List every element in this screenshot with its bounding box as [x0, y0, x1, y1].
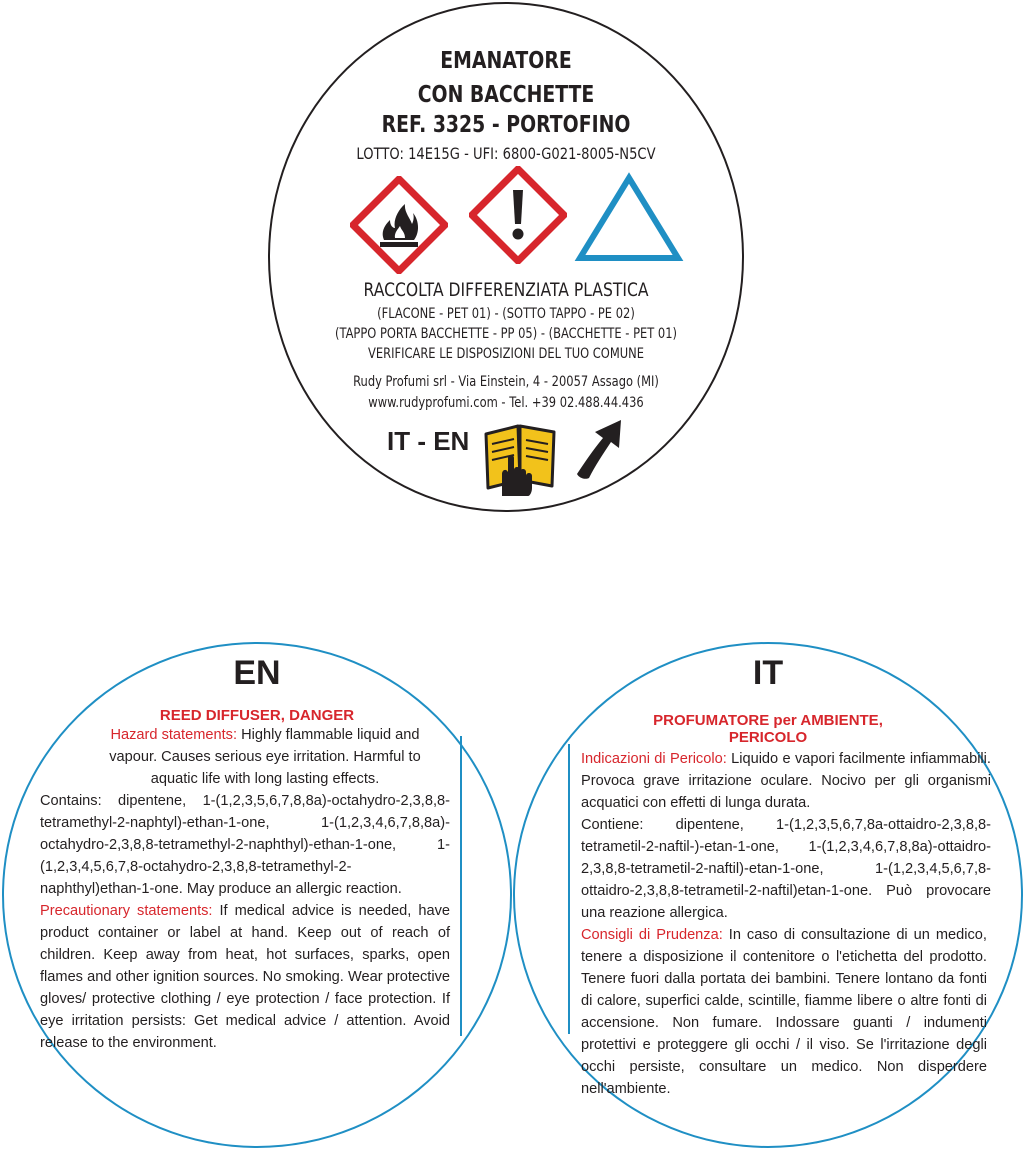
en-heading: EN — [233, 654, 281, 692]
it-label — [513, 642, 1023, 1148]
it-hazard-paragraph — [581, 748, 991, 814]
recycling-title: RACCOLTA DIFFERENZIATA PLASTICA — [363, 279, 649, 301]
product-reference: REF. 3325 - PORTOFINO — [381, 112, 631, 138]
en-product-title: REED DIFFUSER, DANGER — [159, 707, 355, 724]
en-precaution-paragraph — [40, 900, 450, 1054]
it-hazard-label: Indicazioni di Pericolo: — [581, 751, 727, 767]
recycling-line-2: (TAPPO PORTA BACCHETTE - PP 05) - (BACCHETTE - PET 01) — [334, 326, 678, 342]
top-label — [268, 2, 744, 512]
it-precaution-paragraph — [581, 924, 991, 1100]
it-heading: IT — [752, 654, 784, 692]
it-margin-rule — [568, 744, 570, 1034]
read-booklet-icon — [480, 418, 562, 498]
languages-indicator: IT - EN — [387, 426, 470, 456]
en-hazard-label: Hazard statements: — [110, 727, 238, 743]
en-precaution-text: If medical advice is needed, have product container or label at hand. Keep out of reach of children. Keep away from heat, hot surfaces, sparks, open flames and other ignition sources. No smoking. Wear protective gloves/ protective clothing / eye protection / face protection. If eye irritation persists: Get medical advice / attention. Avoid release to the environment. — [40, 903, 450, 1051]
recycling-line-3: VERIFICARE LE DISPOSIZIONI DEL TUO COMUNE — [367, 346, 645, 362]
it-contains-paragraph: Contiene: dipentene, 1-(1,2,3,5,6,7,8a-ottaidro-2,3,8,8-tetrametil-2-naftil-)-etan-1-one, 1-(1,2,3,4,6,7,8,8a)-ottaidro-2,3,8,8-tetrametil-2-naftil)-etan-1-one, 1-(1,2,3,4,5,6,7,8-ottaidro-2,3,8,8-tetrametil-2-naftil)etan-1-one. Può provocare una reazione allergica. — [581, 817, 991, 921]
it-precaution-text: In caso di consultazione di un medico, tenere a disposizione il contenitore o l'etichetta del prodotto. Tenere fuori dalla portata dei bambini. Tenere lontano da fonti di calore, superfici calde, scintille, fiamme libere o altre fonti di accensione. Non fumare. Indossare guanti / indumenti protettivi e proteggere gli occhi / il viso. Se l'irritazione degli occhi persiste, consultare un medico. Non disperdere nell'ambiente. — [581, 927, 987, 1097]
en-precaution-label: Precautionary statements: — [40, 903, 213, 919]
en-hazard-text: Highly flammable liquid and vapour. Causes serious eye irritation. Harmful to aquatic life with long lasting effects. — [109, 727, 421, 787]
recycling-line-1: (FLACONE - PET 01) - (SOTTO TAPPO - PE 02) — [377, 306, 635, 322]
it-hazard-text: Liquido e vapori facilmente infiammabili. Provoca grave irritazione oculare. Nocivo per gli organismi acquatici con effetti di lunga durata. — [581, 751, 991, 811]
curved-arrow-icon — [573, 414, 625, 480]
lot-ufi-line: LOTTO: 14E15G - UFI: 6800-G021-8005-N5CV — [356, 144, 656, 163]
en-body — [40, 724, 450, 1054]
company-address: Rudy Profumi srl - Via Einstein, 4 - 20057 Assago (MI) — [353, 374, 659, 390]
en-label — [2, 642, 512, 1148]
en-contains-paragraph: Contains: dipentene, 1-(1,2,3,5,6,7,8,8a)-octahydro-2,3,8,8-tetramethyl-2-naphtyl)-ethan-1-one, 1-(1,2,3,4,6,7,8,8a)-octahydro-2,3,8,8-tetramethyl-2-naphthyl)-ethan-1-one, 1-(1,2,3,4,5,6,7,8-octahydro-2,3,8,8-tetramethyl-2-naphthyl)ethan-1-one. May produce an allergic reaction. — [40, 793, 450, 897]
exclamation-icon — [469, 166, 567, 264]
it-product-title-line-1: PROFUMATORE per AMBIENTE, — [653, 712, 883, 729]
company-contact: www.rudyprofumi.com - Tel. +39 02.488.44.436 — [368, 395, 644, 411]
en-hazard-paragraph — [40, 724, 450, 790]
flame-icon — [350, 176, 448, 274]
it-product-title-line-2: PERICOLO — [728, 729, 808, 746]
it-precaution-label: Consigli di Prudenza: — [581, 927, 723, 943]
product-type-title: EMANATORE — [440, 48, 572, 74]
hazard-pictograms — [270, 176, 742, 276]
en-margin-rule — [460, 736, 462, 1036]
it-body — [581, 748, 991, 1100]
product-subtitle: CON BACCHETTE — [417, 82, 595, 108]
triangle-icon — [574, 172, 684, 264]
